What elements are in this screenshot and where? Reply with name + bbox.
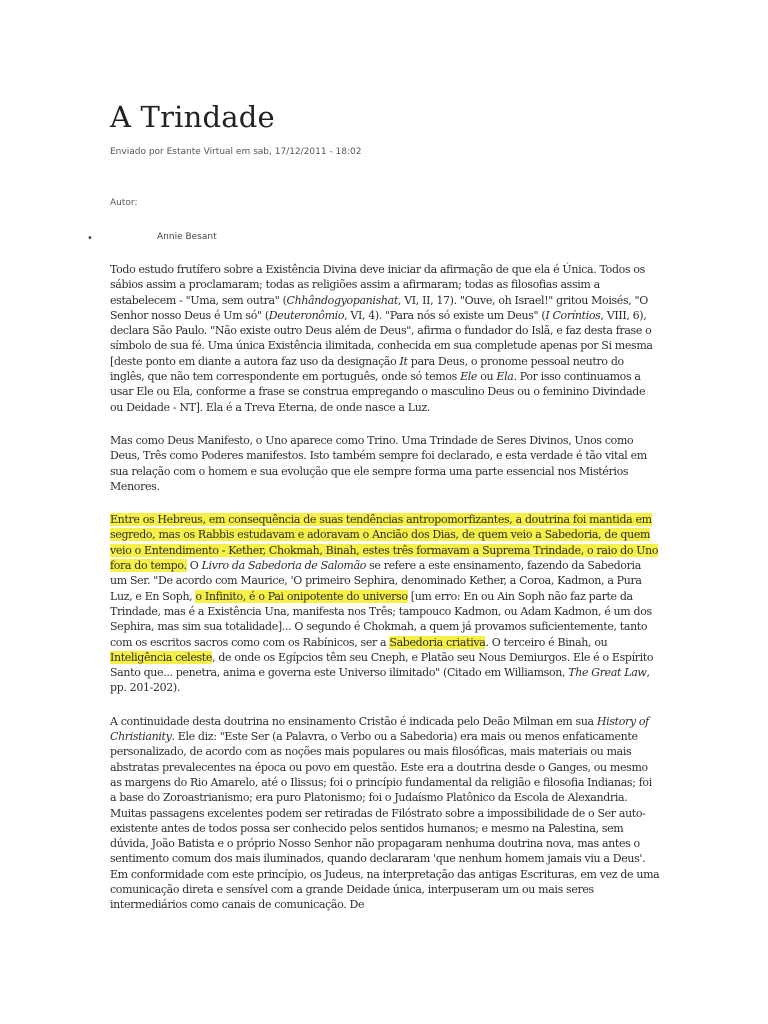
paragraph-3: Entre os Hebreus, em consequência de suas tendências antropomorfizantes, a doutrina foi mantida em segredo, mas os Rabbis estudavam e adoravam o Ancião dos Dias, de quem veio a Sabedoria, de quem veio o Entendimento - Kether, Chokmah, Binah, estes três formavam a Suprema Trindade, o raio do Uno fora do tempo. O Livro da Sabedoria de Salomão se refere a este ensinamento, fazendo da Sabedoria um Ser. "De acordo com Maurice, 'O primeiro Sephira, denominado Kether, a Coroa, Kadmon, a Pura Luz, e En Soph, o Infinito, é o Pai onipotente do universo [um erro: En ou Ain Soph não faz parte da Trindade, mas é a Existência Una, manifesta nos Três; tampouco Kadmon, ou Adam Kadmon, é um dos Sephira, mas sim sua totalidade]... O segundo é Chokmah, a quem já provamos suficientemente, tanto com os escritos sacros como com os Rabínicos, ser a Sabedoria criativa. O terceiro é Binah, ou Inteligência celeste, de onde os Egípcios têm seu Cneph, e Platão seu Nous Demiurgos. Ele é o Espírito Santo que... penetra, anima e governa este Universo ilimitado" (Citado em Williamson, The Great Law, pp. 201-202).	[110, 513, 659, 695]
paragraph-2: Mas como Deus Manifesto, o Uno aparece como Trino. Uma Trindade de Seres Divinos, Unos como Deus, Três como Poderes manifestos. Isto também sempre foi declarado, e esta verdade é tão vital em sua relação com o homem e sua evolução que ele sempre forma uma parte essencial nos Mistérios Menores.	[110, 433, 647, 493]
post-meta: Enviado por Estante Virtual em sab, 17/12/2011 - 18:02	[110, 147, 362, 157]
highlight: Inteligência celeste	[110, 650, 213, 664]
highlight: Sabedoria criativa	[389, 635, 486, 649]
page-title: A Trindade	[110, 100, 275, 134]
paragraph-1: Todo estudo frutífero sobre a Existência Divina deve iniciar da afirmação de que ela é Única. Todos os sábios assim a proclamaram; todas as religiões assim a afirmaram; todas as filosofias assim a estabelecem - "Uma, sem outra" (Chhândogyopanishat, VI, II, 17). "Ouve, oh Israel!" gritou Moisés, "O Senhor nosso Deus é Um só" (Deuteronômio, VI, 4). "Para nós só existe um Deus" (I Coríntios, VIII, 6), declara São Paulo. "Não existe outro Deus além de Deus", afirma o fundador do Islã, e faz desta frase o símbolo de sua fé. Uma única Existência ilimitada, conhecida em sua completude apenas por Si mesma [deste ponto em diante a autora faz uso da designação It para Deus, o pronome pessoal neutro do inglês, que não tem correspondente em português, onde só temos Ele ou Ela. Por isso continuamos a usar Ele ou Ela, conforme a frase se construa empregando o masculino Deus ou o feminino Divindade ou Deidade - NT]. Ela é a Treva Eterna, de onde nasce a Luz.	[110, 263, 653, 414]
list-bullet: •	[87, 233, 93, 244]
author-label: Autor:	[110, 198, 138, 208]
highlight: Entre os Hebreus, em consequência de suas tendências antropomorfizantes, a doutrina foi mantida em segredo, mas os Rabbis estudavam e adoravam o Ancião dos Dias, de quem veio a Sabedoria, de quem veio o Entendimento - Kether, Chokmah, Binah, estes três formavam a Suprema Trindade, o raio do Uno fora do tempo.	[110, 513, 659, 573]
paragraph-4: A continuidade desta doutrina no ensinamento Cristão é indicada pelo Deão Milman em sua History of Christianity. Ele diz: "Este Ser (a Palavra, o Verbo ou a Sabedoria) era mais ou menos enfaticamente personalizado, de acordo com as noções mais populares ou mais filosóficas, mais materiais ou mais abstratas prevalecentes na época ou povo em questão. Este era a doutrina desde o Ganges, ou mesmo as margens do Rio Amarelo, até o Ilissus; foi o princípio fundamental da religião e filosofia Indianas; foi a base do Zoroastrianismo; era puro Platonismo; foi o Judaísmo Platônico da Escola de Alexandria. Muitas passagens excelentes podem ser retiradas de Filóstrato sobre a impossibilidade de o Ser auto-existente antes de todos possa ser conhecido pelos sentidos humanos; e mesmo na Palestina, sem dúvida, João Batista e o próprio Nosso Senhor não propagaram nenhuma doutrina nova, mas antes o sentimento comum dos mais iluminados, quando declararam 'que nenhum homem jamais viu a Deus'. Em conformidade com este princípio, os Judeus, na interpretação das antigas Escrituras, em vez de uma comunicação direta e sensível com a grande Deidade única, interpuseram um ou mais seres intermediários como canais de comunicação. De	[110, 714, 660, 912]
article-body	[110, 262, 660, 931]
highlight: o Infinito, é o Pai onipotente do universo	[195, 589, 408, 603]
author-name: Annie Besant	[157, 232, 217, 242]
